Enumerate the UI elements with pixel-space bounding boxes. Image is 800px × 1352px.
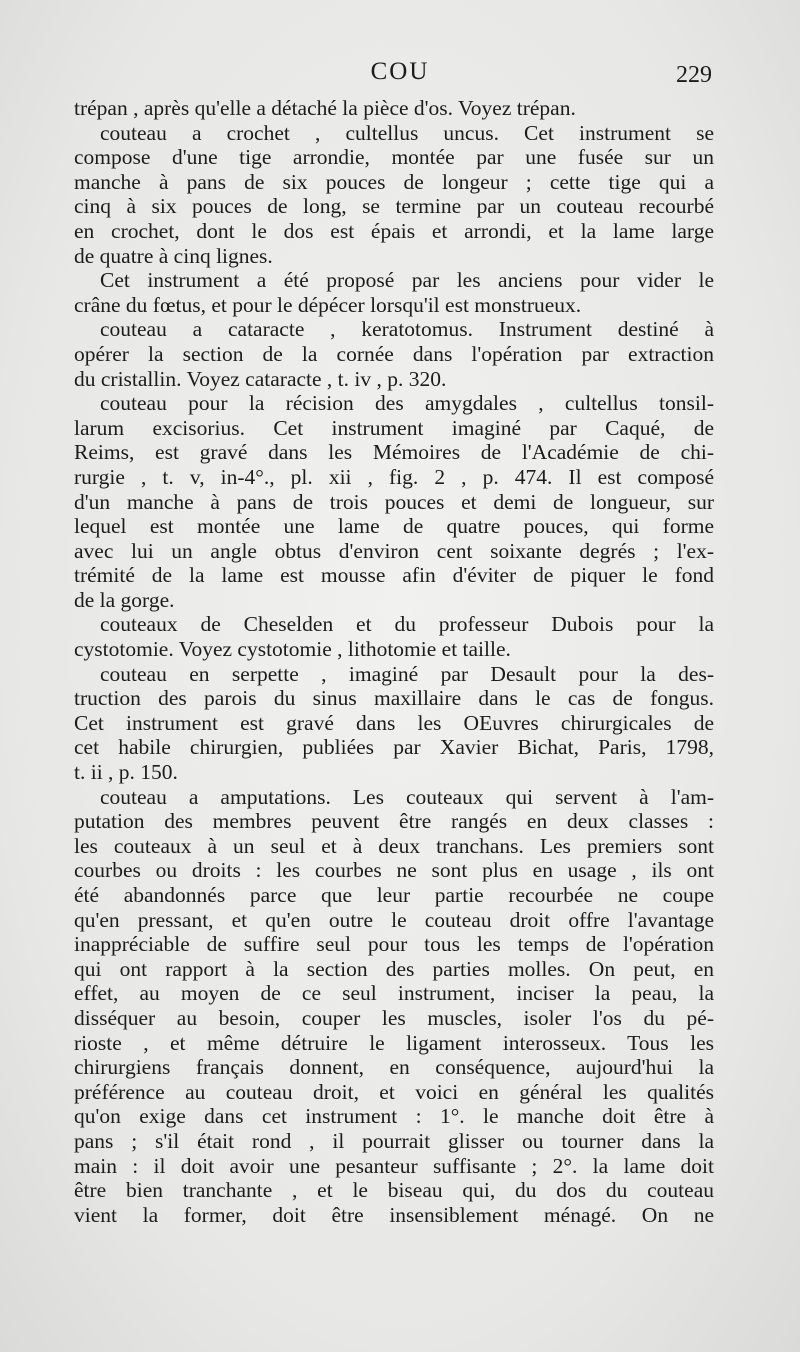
text-line: chirurgiens français donnent, en conséquence, aujourd'hui la: [74, 1055, 714, 1080]
text-line: été abandonnés parce que leur partie recourbée ne coupe: [74, 883, 714, 907]
text-line: lequel est montée une lame de quatre pouces, qui forme: [74, 514, 714, 539]
page-number: 229: [676, 62, 712, 88]
text-line: Cet instrument est gravé dans les OEuvres chirurgicales de: [74, 710, 714, 735]
text-line: putation des membres peuvent être rangés en deux classes :: [74, 809, 714, 834]
text-line: qu'en pressant, et qu'en outre le couteau droit offre l'avantage: [74, 907, 714, 932]
text-line: couteaux de Cheselden et du professeur Dubois pour la: [100, 612, 714, 637]
text-line: qui ont rapport à la section des parties molles. On peut, en: [74, 956, 714, 981]
text-line: cinq à six pouces de long, se termine par un couteau recourbé: [74, 194, 714, 219]
text-line: vient la former, doit être insensiblement ménagé. On ne: [74, 1202, 714, 1227]
text-line: crâne du fœtus, et pour le dépécer lorsqu'il est monstrueux.: [74, 292, 582, 317]
text-line: couteau a amputations. Les couteaux qui servent à l'am-: [100, 784, 714, 809]
text-line: du cristallin. Voyez cataracte , t. iv , p. 320.: [74, 366, 447, 391]
text-line: trépan , après qu'elle a détaché la pièce d'os. Voyez trépan.: [74, 96, 576, 120]
text-line: couteau pour la récision des amygdales , cultellus tonsil-: [100, 391, 714, 416]
text-line: manche à pans de six pouces de longeur ; cette tige qui a: [74, 169, 714, 194]
text-line: main : il doit avoir une pesanteur suffisante ; 2°. la lame doit: [74, 1153, 714, 1178]
text-line: couteau en serpette , imaginé par Desault pour la des-: [100, 661, 714, 686]
text-line: compose d'une tige arrondie, montée par une fusée sur un: [74, 145, 714, 170]
text-line: de la gorge.: [74, 587, 175, 612]
text-line: d'un manche à pans de trois pouces et demi de longueur, sur: [74, 489, 714, 514]
text-line: Cet instrument a été proposé par les anciens pour vider le: [100, 268, 714, 293]
text-line: rurgie , t. v, in-4°., pl. xii , fig. 2 , p. 474. Il est composé: [74, 464, 714, 489]
text-line: t. ii , p. 150.: [74, 760, 178, 785]
text-line: couteau a cataracte , keratotomus. Instrument destiné à: [100, 317, 714, 342]
text-line: Reims, est gravé dans les Mémoires de l'Académie de chi-: [74, 440, 714, 465]
text-line: courbes ou droits : les courbes ne sont plus en usage , ils ont: [74, 858, 714, 883]
text-line: qu'on exige dans cet instrument : 1°. le manche doit être à: [74, 1104, 714, 1129]
text-line: préférence au couteau droit, et voici en général les qualités: [74, 1079, 714, 1104]
text-line: trémité de la lame est mousse afin d'éviter de piquer le fond: [74, 563, 714, 588]
text-line: être bien tranchante , et le biseau qui, du dos du couteau: [74, 1178, 714, 1203]
text-line: truction des parois du sinus maxillaire dans le cas de fongus.: [74, 686, 714, 711]
running-title: COU: [370, 58, 430, 85]
text-line: de quatre à cinq lignes.: [74, 243, 273, 268]
page-header: [0, 58, 800, 92]
text-line: disséquer au besoin, couper les muscles, isoler l'os du pé-: [74, 1005, 714, 1030]
text-line: avec lui un angle obtus d'environ cent soixante degrés ; l'ex-: [74, 538, 714, 563]
text-line: en crochet, dont le dos est épais et arrondi, et la lame large: [74, 218, 714, 243]
text-line: opérer la section de la cornée dans l'opération par extraction: [74, 341, 714, 366]
text-line: effet, au moyen de ce seul instrument, inciser la peau, la: [74, 981, 714, 1006]
text-line: rioste , et même détruire le ligament interosseux. Tous les: [74, 1030, 714, 1055]
text-line: larum excisorius. Cet instrument imaginé par Caqué, de: [74, 415, 714, 440]
text-line: cet habile chirurgien, publiées par Xavier Bichat, Paris, 1798,: [74, 735, 714, 760]
text-line: les couteaux à un seul et à deux tranchans. Les premiers sont: [74, 833, 714, 858]
text-line: pans ; s'il était rond , il pourrait glisser ou tourner dans la: [74, 1128, 714, 1153]
text-line: cystotomie. Voyez cystotomie , lithotomie et taille.: [74, 637, 511, 662]
body-text: [74, 96, 714, 1227]
text-line: inappréciable de suffire seul pour tous les temps de l'opération: [74, 932, 714, 957]
text-line: couteau a crochet , cultellus uncus. Cet instrument se: [100, 120, 714, 145]
